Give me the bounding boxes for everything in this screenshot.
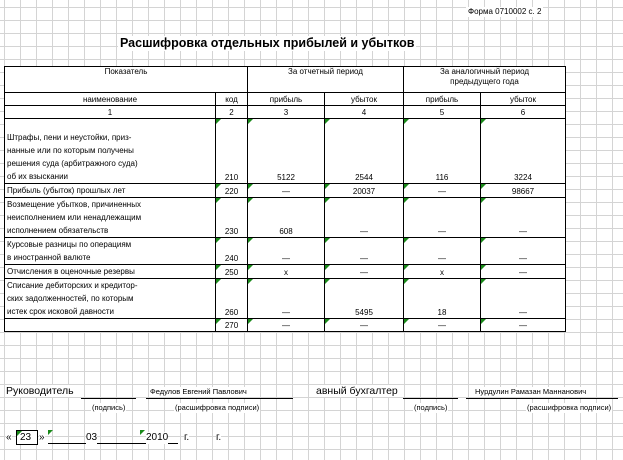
table-row	[5, 198, 566, 238]
header-name: наименование	[5, 93, 216, 106]
comment-marker-icon	[216, 265, 221, 270]
row-name-line: Отчисления в оценочные резервы	[7, 267, 135, 276]
cell-l2[interactable]	[481, 265, 566, 279]
cell-p2[interactable]	[404, 198, 481, 238]
profit-loss-table	[4, 66, 566, 332]
row-name	[5, 198, 216, 238]
date-year-suffix: г.	[184, 432, 190, 443]
row-name	[5, 238, 216, 265]
col-num-2: 2	[216, 106, 248, 119]
cell-value: —	[360, 227, 368, 236]
head-signature-caption: (подпись)	[92, 403, 126, 412]
row-name-line: ских задолженностей, по которым	[7, 294, 134, 303]
table-row	[5, 279, 566, 319]
row-name-line: Штрафы, пени и неустойки, приз-	[7, 133, 132, 142]
header-row-sub	[5, 93, 566, 106]
comment-marker-icon	[481, 198, 486, 203]
cell-p1[interactable]	[248, 238, 325, 265]
cell-value: 116	[435, 173, 449, 182]
comment-marker-icon	[48, 430, 53, 435]
date-month[interactable]: 03	[86, 432, 98, 443]
header-prior-period-line1: За аналогичный период	[439, 67, 530, 76]
cell-p2[interactable]	[404, 238, 481, 265]
cell-value: —	[438, 254, 446, 263]
comment-marker-icon	[325, 265, 330, 270]
cell-code[interactable]	[216, 279, 248, 319]
row-name	[5, 119, 216, 184]
row-name	[5, 184, 216, 198]
cell-value: 98667	[511, 187, 535, 196]
cell-value: 250	[224, 268, 239, 277]
row-name-line: в иностранной валюте	[7, 253, 91, 262]
cell-value: 608	[279, 227, 293, 236]
row-name	[5, 265, 216, 279]
col-num-1: 1	[5, 106, 216, 119]
cell-value: —	[519, 268, 527, 277]
accountant-name-line	[466, 398, 618, 399]
comment-marker-icon	[248, 319, 253, 324]
accountant-signature-caption: (подпись)	[414, 403, 448, 412]
cell-value: 240	[224, 254, 239, 263]
cell-code[interactable]	[216, 198, 248, 238]
row-name-line: Прибыль (убыток) прошлых лет	[7, 186, 126, 195]
header-indicator: Показатель	[5, 67, 248, 93]
comment-marker-icon	[216, 119, 221, 124]
row-name-line: неисполнением или ненадлежащим	[7, 213, 142, 222]
row-name	[5, 279, 216, 319]
cell-value: —	[438, 187, 446, 196]
comment-marker-icon	[216, 319, 221, 324]
cell-code[interactable]	[216, 265, 248, 279]
col-num-6: 6	[481, 106, 566, 119]
cell-p1[interactable]	[248, 119, 325, 184]
header-row-top	[5, 67, 566, 93]
cell-p1[interactable]	[248, 279, 325, 319]
date-close-quote: »	[39, 432, 45, 443]
row-name-line: истек срок исковой давности	[7, 307, 115, 316]
header-loss-prior: убыток	[481, 93, 566, 106]
cell-value: 20037	[352, 187, 376, 196]
table-row	[5, 238, 566, 265]
cell-value: 220	[224, 187, 239, 196]
cell-l1[interactable]	[325, 184, 404, 198]
comment-marker-icon	[325, 319, 330, 324]
date-extra-suffix: г.	[216, 432, 222, 443]
cell-value: —	[282, 321, 290, 330]
col-num-5: 5	[404, 106, 481, 119]
comment-marker-icon	[248, 119, 253, 124]
cell-l1[interactable]	[325, 198, 404, 238]
cell-code[interactable]	[216, 238, 248, 265]
page-title: Расшифровка отдельных прибылей и убытков	[120, 36, 415, 50]
cell-value: 230	[224, 227, 239, 236]
head-name: Федулов Евгений Павлович	[150, 387, 247, 396]
comment-marker-icon	[481, 279, 486, 284]
comment-marker-icon	[481, 319, 486, 324]
table-row	[5, 265, 566, 279]
comment-marker-icon	[481, 184, 486, 189]
cell-code[interactable]	[216, 184, 248, 198]
header-row-numbers	[5, 106, 566, 119]
cell-l1[interactable]	[325, 265, 404, 279]
cell-l2[interactable]	[481, 198, 566, 238]
cell-l1[interactable]	[325, 319, 404, 332]
row-name-line: Возмещение убытков, причиненных	[7, 200, 141, 209]
cell-value: —	[282, 187, 290, 196]
cell-value: —	[360, 321, 368, 330]
accountant-decode-caption: (расшифровка подписи)	[527, 403, 612, 412]
cell-p2[interactable]	[404, 279, 481, 319]
row-name-line: Списание дебиторских и кредитор-	[7, 281, 138, 290]
row-name-line	[7, 321, 213, 331]
comment-marker-icon	[248, 198, 253, 203]
cell-p1[interactable]	[248, 265, 325, 279]
header-prior-period-line2: предыдущего года	[450, 77, 519, 86]
cell-code[interactable]	[216, 319, 248, 332]
cell-p2[interactable]	[404, 119, 481, 184]
cell-p2[interactable]	[404, 184, 481, 198]
accountant-name: Нурдулин Рамазан Маннанович	[475, 387, 587, 396]
cell-l1[interactable]	[325, 238, 404, 265]
col-num-4: 4	[325, 106, 404, 119]
comment-marker-icon	[481, 119, 486, 124]
cell-value: —	[438, 321, 446, 330]
head-signature-line	[81, 398, 136, 399]
cell-value: —	[282, 308, 290, 317]
cell-value: 210	[224, 173, 239, 182]
cell-p1[interactable]	[248, 198, 325, 238]
comment-marker-icon	[248, 265, 253, 270]
header-prior-period	[404, 67, 566, 93]
cell-value: —	[519, 227, 527, 236]
date-day-field[interactable]	[16, 430, 38, 445]
cell-p2[interactable]	[404, 319, 481, 332]
cell-value: x	[284, 268, 288, 277]
cell-value: 270	[224, 321, 239, 330]
comment-marker-icon	[216, 198, 221, 203]
date-day: 23	[20, 432, 32, 443]
header-code: код	[216, 93, 248, 106]
comment-marker-icon	[325, 279, 330, 284]
row-name	[5, 319, 216, 332]
comment-marker-icon	[404, 279, 409, 284]
table-row	[5, 184, 566, 198]
row-name-line: Курсовые разницы по операциям	[7, 240, 132, 249]
date-open-quote: «	[6, 432, 12, 443]
cell-code[interactable]	[216, 119, 248, 184]
table-row	[5, 119, 566, 184]
cell-p2[interactable]	[404, 265, 481, 279]
cell-value: x	[440, 268, 444, 277]
cell-value: —	[519, 321, 527, 330]
row-name-line: решения суда (арбитражного суда)	[7, 159, 138, 168]
comment-marker-icon	[404, 198, 409, 203]
cell-value: —	[360, 268, 368, 277]
cell-p1[interactable]	[248, 184, 325, 198]
cell-value: 2544	[355, 173, 373, 182]
head-name-line	[146, 398, 293, 399]
accountant-signature-line	[403, 398, 458, 399]
col-num-3: 3	[248, 106, 325, 119]
cell-l2[interactable]	[481, 279, 566, 319]
comment-marker-icon	[404, 265, 409, 270]
cell-p1[interactable]	[248, 319, 325, 332]
cell-l2[interactable]	[481, 238, 566, 265]
cell-l1[interactable]	[325, 119, 404, 184]
cell-value: —	[519, 254, 527, 263]
header-current-period: За отчетный период	[248, 67, 404, 93]
comment-marker-icon	[325, 238, 330, 243]
cell-value: 3224	[514, 173, 532, 182]
date-year[interactable]: 2010	[146, 432, 169, 443]
head-decode-caption: (расшифровка подписи)	[175, 403, 260, 412]
comment-marker-icon	[404, 119, 409, 124]
cell-value: 260	[224, 308, 239, 317]
cell-value: 5495	[355, 308, 373, 317]
comment-marker-icon	[140, 430, 145, 435]
cell-value: —	[282, 254, 290, 263]
comment-marker-icon	[481, 265, 486, 270]
comment-marker-icon	[216, 238, 221, 243]
comment-marker-icon	[248, 184, 253, 189]
table-row	[5, 319, 566, 332]
cell-l2[interactable]	[481, 184, 566, 198]
comment-marker-icon	[325, 198, 330, 203]
comment-marker-icon	[481, 238, 486, 243]
comment-marker-icon	[325, 119, 330, 124]
header-profit-prior: прибыль	[404, 93, 481, 106]
cell-value: 18	[437, 308, 447, 317]
cell-l2[interactable]	[481, 119, 566, 184]
comment-marker-icon	[325, 184, 330, 189]
row-name-line: исполнением обязательств	[7, 226, 109, 235]
header-profit-current: прибыль	[248, 93, 325, 106]
cell-value: —	[519, 308, 527, 317]
cell-l1[interactable]	[325, 279, 404, 319]
row-name-line: нанные или по которым получены	[7, 146, 134, 155]
comment-marker-icon	[216, 279, 221, 284]
cell-value: —	[360, 254, 368, 263]
header-loss-current: убыток	[325, 93, 404, 106]
form-code: Форма 0710002 с. 2	[468, 7, 542, 16]
comment-marker-icon	[404, 238, 409, 243]
accountant-label: авный бухгалтер	[316, 385, 398, 397]
comment-marker-icon	[404, 319, 409, 324]
comment-marker-icon	[404, 184, 409, 189]
cell-l2[interactable]	[481, 319, 566, 332]
comment-marker-icon	[248, 238, 253, 243]
head-label: Руководитель	[6, 385, 74, 397]
comment-marker-icon	[216, 184, 221, 189]
cell-value: 5122	[277, 173, 295, 182]
comment-marker-icon	[248, 279, 253, 284]
cell-value: —	[438, 227, 446, 236]
row-name-line: об их взыскании	[7, 172, 69, 181]
